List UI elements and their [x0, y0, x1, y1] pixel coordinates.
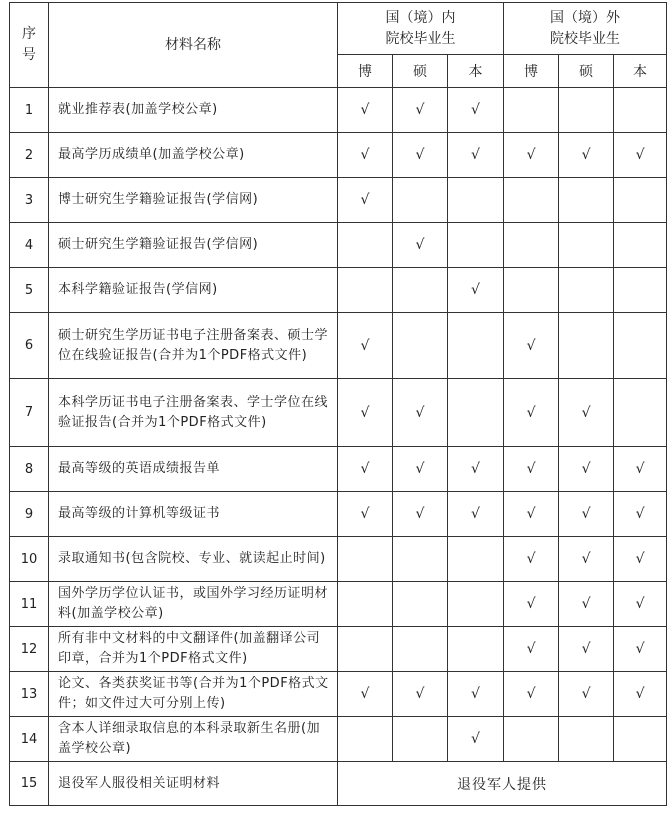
check-mark: √ [559, 582, 614, 627]
row-number: 10 [10, 537, 49, 582]
check-cell [393, 627, 448, 672]
check-cell [448, 313, 504, 379]
check-cell [338, 537, 393, 582]
row-number: 2 [10, 133, 49, 178]
check-mark: √ [614, 447, 667, 492]
degree-header-domestic-bachelor: 本 [448, 55, 504, 88]
column-header-no: 序 号 [10, 3, 49, 88]
check-mark: √ [559, 627, 614, 672]
check-mark: √ [504, 672, 559, 717]
veteran-note: 退役军人提供 [338, 762, 667, 806]
check-mark: √ [393, 88, 448, 133]
degree-header-foreign-master: 硕 [559, 55, 614, 88]
degree-header-domestic-master: 硕 [393, 55, 448, 88]
check-cell [614, 268, 667, 313]
material-name: 博士研究生学籍验证报告(学信网) [49, 178, 338, 223]
row-number: 14 [10, 717, 49, 762]
column-header-foreign: 国（境）外 院校毕业生 [504, 3, 667, 55]
check-mark: √ [504, 627, 559, 672]
check-mark: √ [559, 379, 614, 447]
check-mark: √ [614, 133, 667, 178]
material-name: 国外学历学位认证书，或国外学习经历证明材料(加盖学校公章) [49, 582, 338, 627]
check-mark: √ [504, 537, 559, 582]
check-mark: √ [393, 672, 448, 717]
check-mark: √ [338, 492, 393, 537]
material-name: 本科学历证书电子注册备案表、学士学位在线验证报告(合并为1个PDF格式文件) [49, 379, 338, 447]
degree-header-domestic-phd: 博 [338, 55, 393, 88]
check-cell [504, 223, 559, 268]
check-mark: √ [559, 492, 614, 537]
degree-header-foreign-bachelor: 本 [614, 55, 667, 88]
check-cell [338, 582, 393, 627]
check-cell [393, 582, 448, 627]
check-mark: √ [559, 537, 614, 582]
check-mark: √ [448, 268, 504, 313]
check-cell [448, 379, 504, 447]
check-mark: √ [393, 492, 448, 537]
check-mark: √ [338, 447, 393, 492]
check-mark: √ [448, 88, 504, 133]
material-name: 本科学籍验证报告(学信网) [49, 268, 338, 313]
material-name: 含本人详细录取信息的本科录取新生名册(加盖学校公章) [49, 717, 338, 762]
check-mark: √ [338, 672, 393, 717]
check-cell [448, 223, 504, 268]
degree-header-foreign-phd: 博 [504, 55, 559, 88]
material-name: 就业推荐表(加盖学校公章) [49, 88, 338, 133]
check-cell [393, 268, 448, 313]
row-number: 6 [10, 313, 49, 379]
check-cell [504, 717, 559, 762]
row-number: 4 [10, 223, 49, 268]
row-number: 13 [10, 672, 49, 717]
check-mark: √ [504, 313, 559, 379]
check-mark: √ [338, 178, 393, 223]
check-mark: √ [393, 379, 448, 447]
material-name: 硕士研究生学籍验证报告(学信网) [49, 223, 338, 268]
row-number: 8 [10, 447, 49, 492]
check-cell [338, 717, 393, 762]
check-cell [614, 178, 667, 223]
row-number: 15 [10, 762, 49, 806]
check-cell [614, 717, 667, 762]
check-mark: √ [504, 379, 559, 447]
check-mark: √ [559, 672, 614, 717]
check-cell [559, 178, 614, 223]
check-cell [614, 379, 667, 447]
check-mark: √ [448, 447, 504, 492]
check-mark: √ [448, 717, 504, 762]
material-name: 退役军人服役相关证明材料 [49, 762, 338, 806]
check-mark: √ [614, 672, 667, 717]
check-cell [504, 268, 559, 313]
row-number: 3 [10, 178, 49, 223]
check-cell [393, 717, 448, 762]
material-name: 最高学历成绩单(加盖学校公章) [49, 133, 338, 178]
check-cell [559, 268, 614, 313]
check-mark: √ [338, 379, 393, 447]
check-mark: √ [393, 223, 448, 268]
column-header-name: 材料名称 [49, 3, 338, 88]
check-mark: √ [448, 492, 504, 537]
check-mark: √ [393, 133, 448, 178]
row-number: 1 [10, 88, 49, 133]
check-cell [614, 223, 667, 268]
check-mark: √ [614, 582, 667, 627]
row-number: 7 [10, 379, 49, 447]
check-mark: √ [614, 627, 667, 672]
check-cell [448, 178, 504, 223]
check-cell [559, 313, 614, 379]
check-cell [338, 268, 393, 313]
check-mark: √ [504, 582, 559, 627]
check-cell [338, 627, 393, 672]
check-cell [504, 178, 559, 223]
check-mark: √ [338, 88, 393, 133]
row-number: 12 [10, 627, 49, 672]
check-cell [393, 178, 448, 223]
row-number: 11 [10, 582, 49, 627]
check-cell [448, 627, 504, 672]
check-cell [338, 223, 393, 268]
row-number: 9 [10, 492, 49, 537]
check-mark: √ [393, 447, 448, 492]
check-cell [448, 582, 504, 627]
check-cell [504, 88, 559, 133]
check-mark: √ [504, 492, 559, 537]
check-cell [393, 537, 448, 582]
check-mark: √ [448, 672, 504, 717]
check-cell [448, 537, 504, 582]
check-mark: √ [614, 492, 667, 537]
check-cell [614, 313, 667, 379]
check-mark: √ [504, 447, 559, 492]
material-name: 最高等级的英语成绩报告单 [49, 447, 338, 492]
check-cell [559, 223, 614, 268]
check-mark: √ [448, 133, 504, 178]
material-name: 所有非中文材料的中文翻译件(加盖翻译公司印章，合并为1个PDF格式文件) [49, 627, 338, 672]
material-name: 论文、各类获奖证书等(合并为1个PDF格式文件；如文件过大可分别上传) [49, 672, 338, 717]
column-header-domestic: 国（境）内 院校毕业生 [338, 3, 504, 55]
material-name: 硕士研究生学历证书电子注册备案表、硕士学位在线验证报告(合并为1个PDF格式文件) [49, 313, 338, 379]
check-mark: √ [504, 133, 559, 178]
check-cell [614, 88, 667, 133]
material-name: 录取通知书(包含院校、专业、就读起止时间) [49, 537, 338, 582]
check-mark: √ [338, 133, 393, 178]
row-number: 5 [10, 268, 49, 313]
check-cell [559, 88, 614, 133]
check-mark: √ [559, 133, 614, 178]
materials-table [9, 2, 667, 806]
check-cell [393, 313, 448, 379]
check-mark: √ [338, 313, 393, 379]
check-mark: √ [614, 537, 667, 582]
check-mark: √ [559, 447, 614, 492]
material-name: 最高等级的计算机等级证书 [49, 492, 338, 537]
check-cell [559, 717, 614, 762]
